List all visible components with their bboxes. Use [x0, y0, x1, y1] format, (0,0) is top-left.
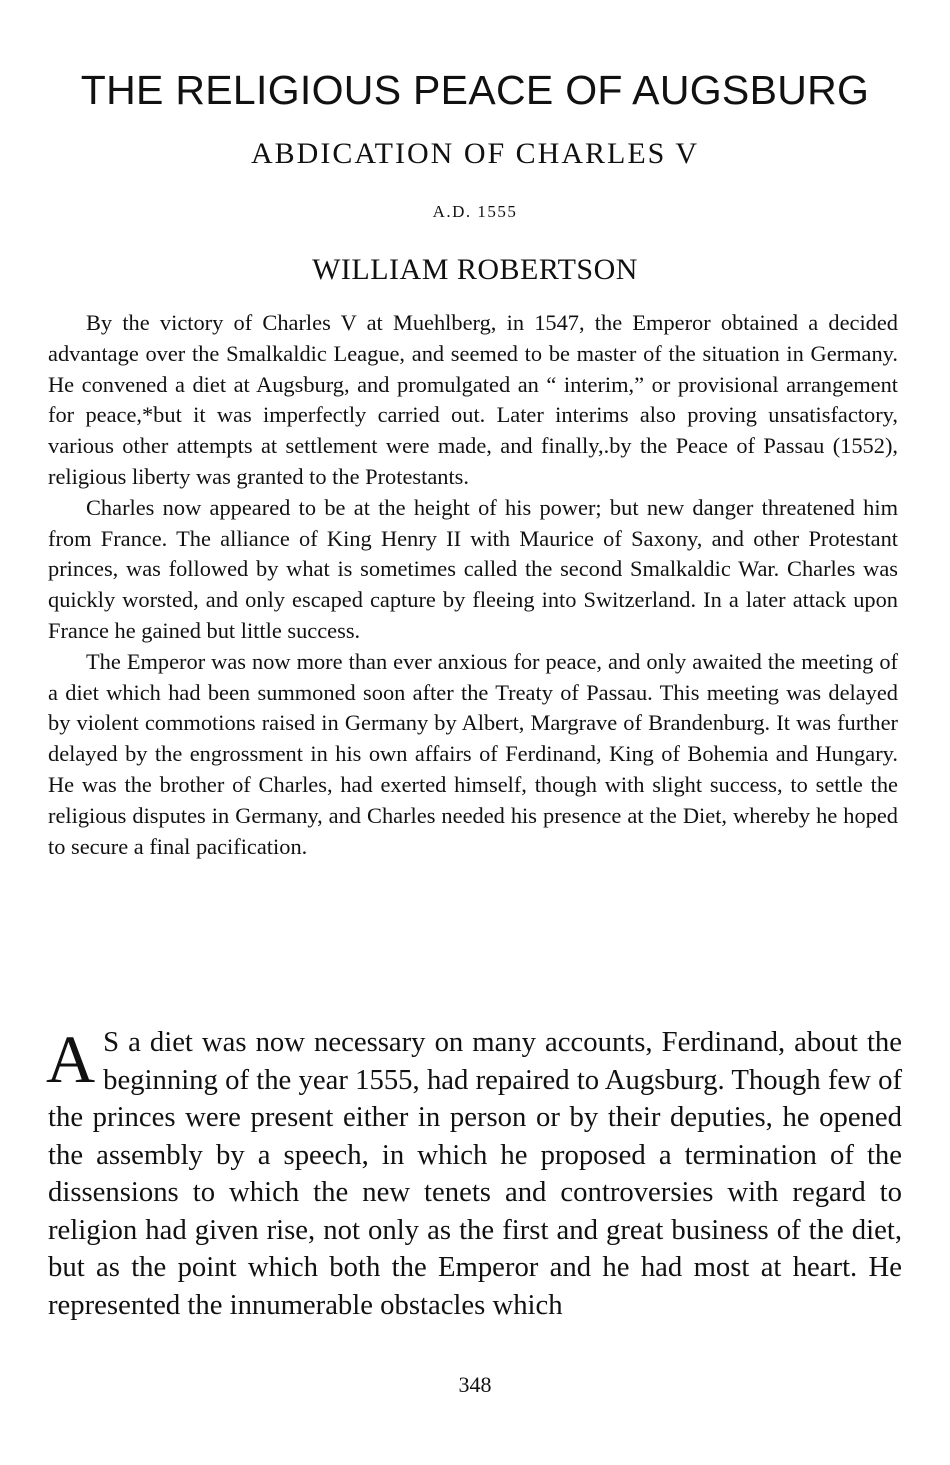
chapter-title: THE RELIGIOUS PEACE OF AUGSBURG [80, 67, 870, 113]
intro-paragraph: The Emperor was now more than ever anxious for peace, and only awaited the meeting of a diet which had been summoned soon after the Treaty of Passau. This meeting was delayed by violent commotions raised in Germany by Albert, Margrave of Brandenburg. It was further delayed by the engrossment in his own affairs of Ferdinand, King of Bohemia and Hungary. He was the brother of Charles, had exerted himself, though with slight success, to settle the religious disputes in Germany, and Charles needed his presence at the Diet, whereby he hoped to secure a final pacification. [48, 648, 898, 859]
chapter-subtitle: ABDICATION OF CHARLES V [251, 137, 699, 170]
page-number: 348 [458, 1372, 492, 1397]
introduction [48, 308, 898, 862]
main-paragraph: S a diet was now necessary on many accounts, Ferdinand, about the beginning of the year 1555, had repaired to Augsburg. Though few of the princes were present either in person or by their deputies, he opened the assembly by a speech, in which he proposed a termination of the dissensions to which the new tenets and controversies with regard to religion had given rise, not only as the first and great business of the diet, but as the point which both the Emperor and he had most at heart. He represented the innumerable obstacles which [48, 1026, 902, 1321]
chapter-date: A.D. 1555 [432, 202, 518, 221]
drop-cap: A [46, 1021, 96, 1097]
intro-paragraph: Charles now appeared to be at the height of his power; but new danger threatened him from France. The alliance of King Henry II with Maurice of Saxony, and other Protestant princes, was followed by what is sometimes called the second Smalkaldic War. Charles was quickly worsted, and only escaped capture by fleeing into Switzerland. In a later attack upon France he gained but little success. [48, 494, 898, 643]
intro-paragraph: By the victory of Charles V at Muehlberg, in 1547, the Emperor obtained a decided advantage over the Smalkaldic League, and seemed to be master of the situation in Germany. He convened a diet at Augsburg, and promulgated an “ interim,” or provisional arrangement for peace,*but it was imperfectly carried out. Later interims also proving unsatisfactory, various other attempts at settlement were made, and finally,.by the Peace of Passau (1552), religious liberty was granted to the Protestants. [48, 310, 898, 489]
author-name: WILLIAM ROBERTSON [312, 253, 638, 286]
main-text [46, 1021, 902, 1324]
